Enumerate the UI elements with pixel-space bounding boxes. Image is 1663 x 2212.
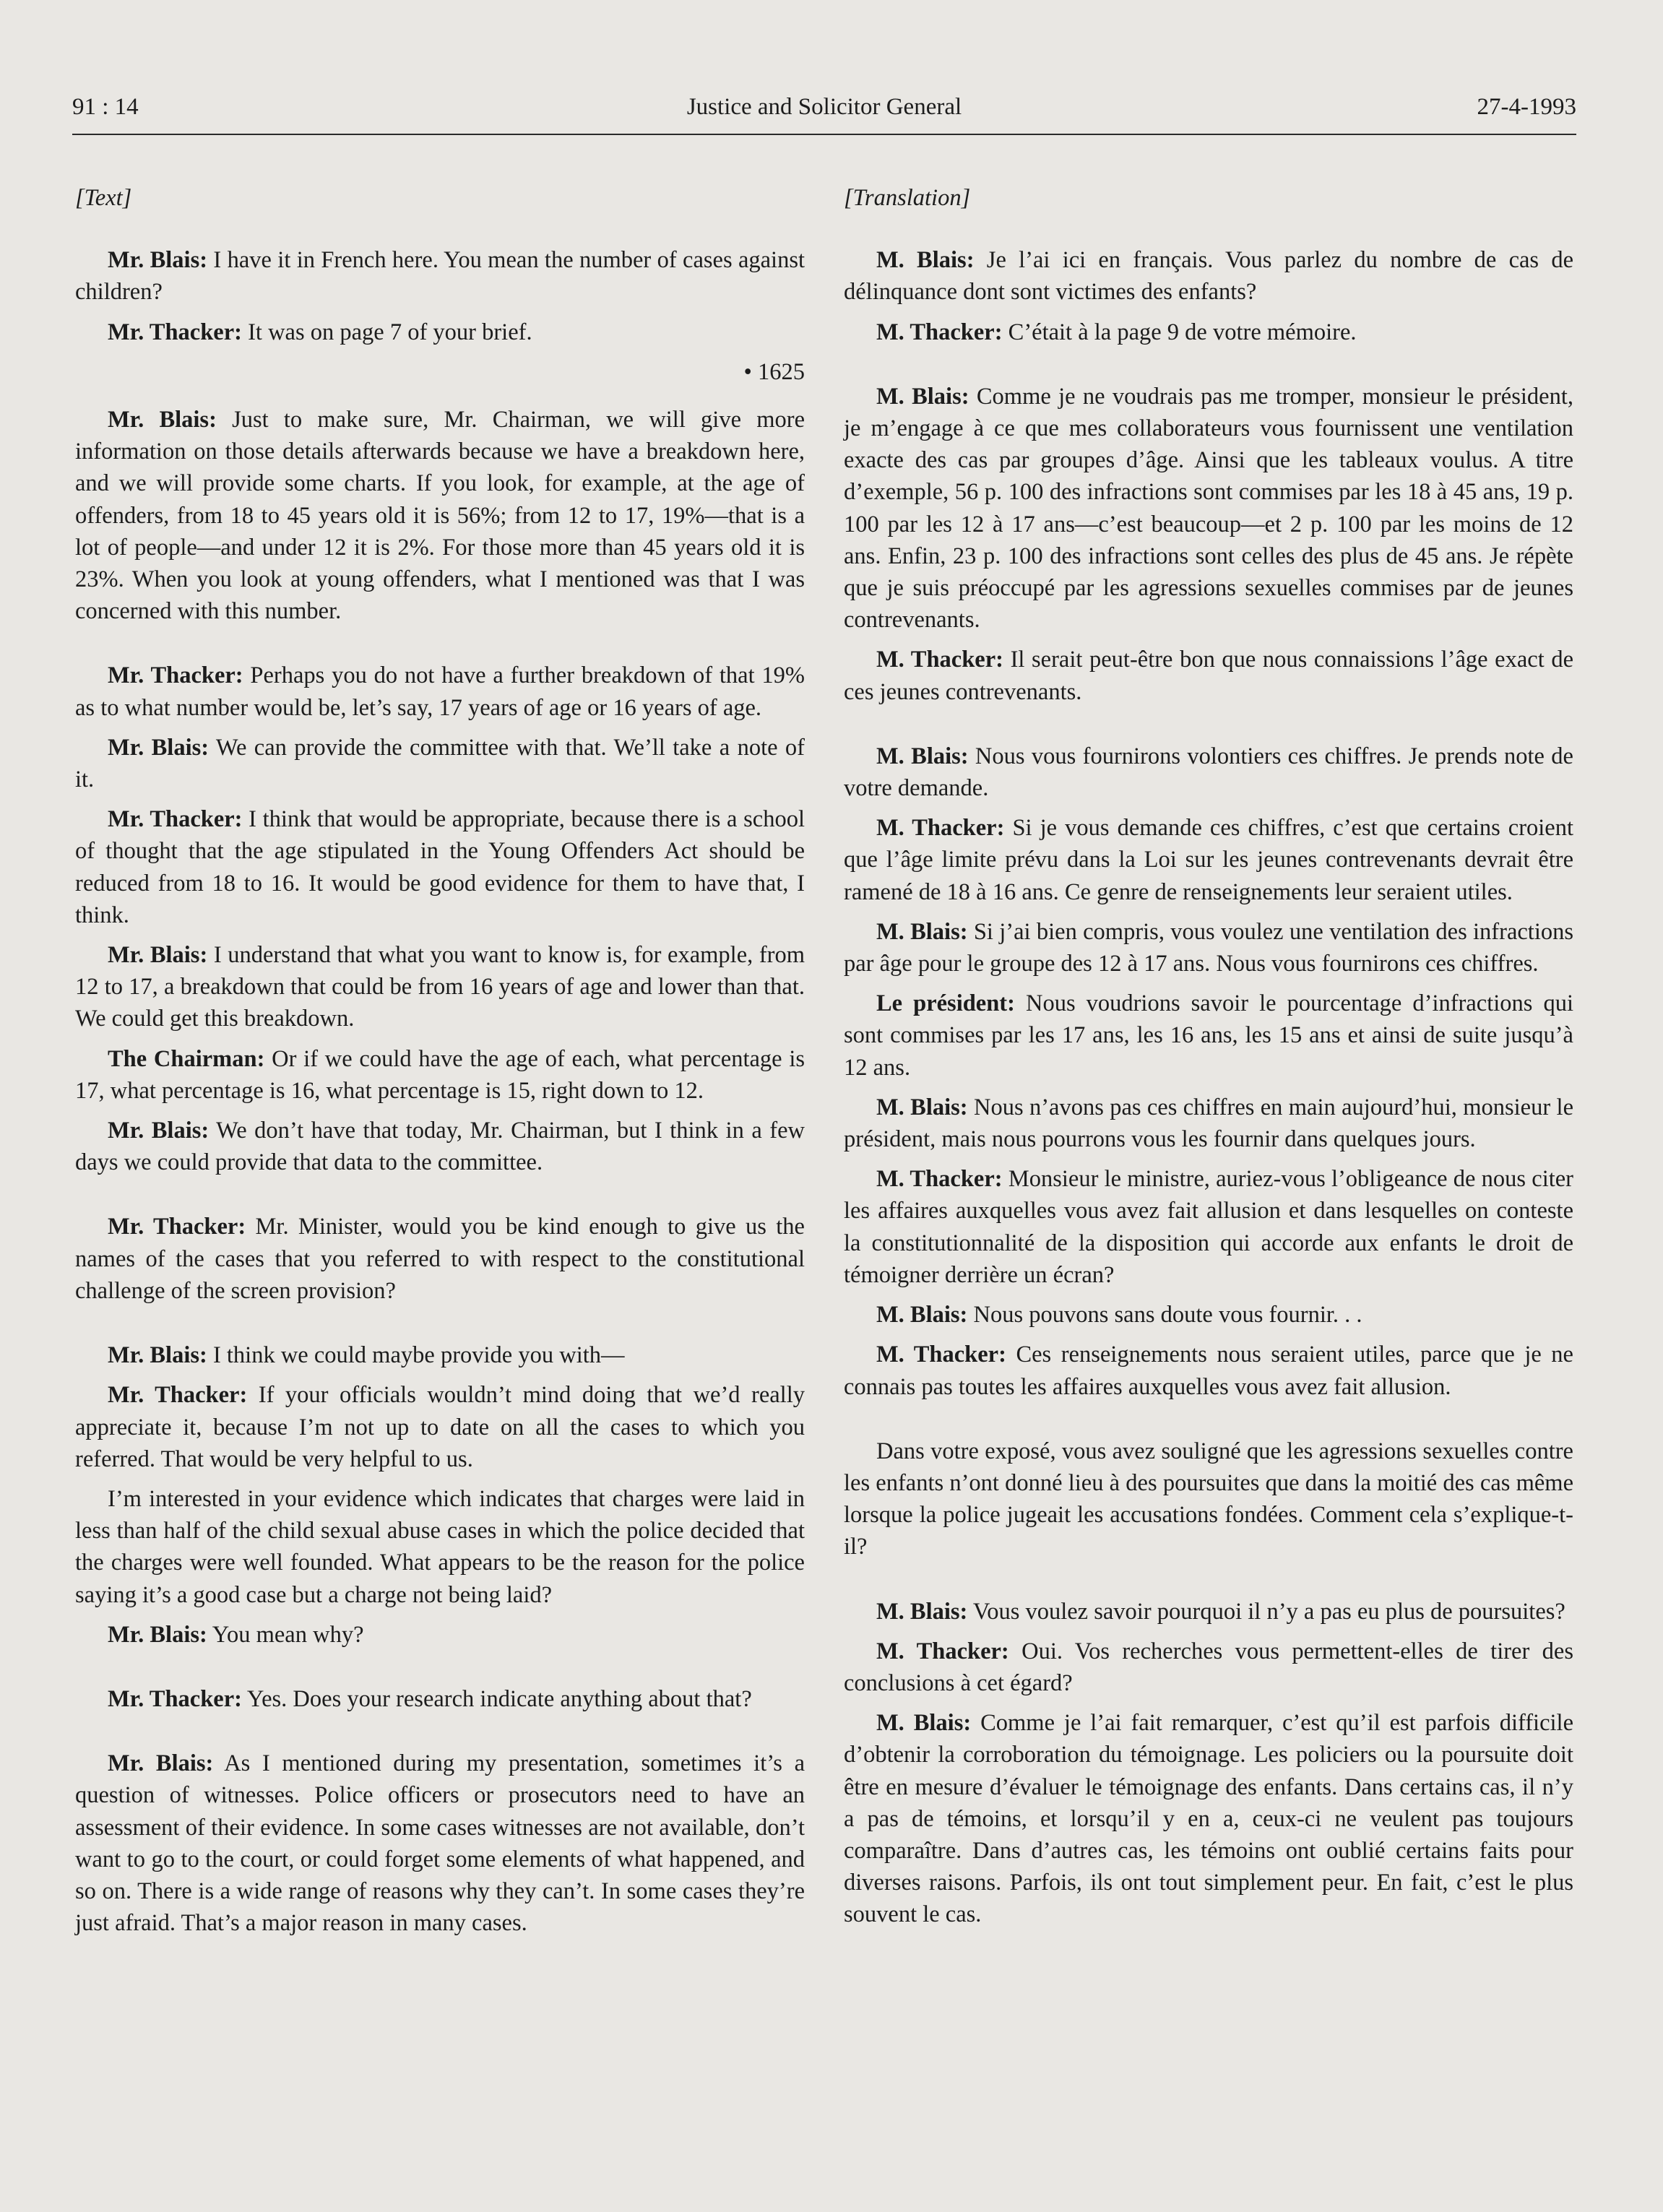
- speech-text: Si j’ai bien compris, vous voulez une ventilation des infractions par âge pour le groupe des 12 à 17 ans. Nous vous fournirons ces chiffres.: [844, 918, 1573, 977]
- speech-text: You mean why?: [207, 1621, 364, 1648]
- paragraphs-after-stamp: [75, 404, 805, 1939]
- speech-text: Or if we could have the age of each, what percentage is 17, what percentage is 16, what percentage is 15, right down to 12.: [75, 1045, 805, 1104]
- transcript-paragraph: [75, 244, 805, 308]
- transcript-paragraph: [75, 803, 805, 931]
- transcript-paragraph: [75, 1747, 805, 1939]
- speaker-name: Mr. Thacker:: [108, 806, 243, 833]
- speaker-name: The Chairman:: [108, 1045, 265, 1072]
- transcript-paragraph: [75, 1379, 805, 1475]
- transcript-paragraph: [844, 381, 1573, 636]
- speaker-name: Mr. Blais:: [108, 1621, 207, 1648]
- transcript-paragraph: [75, 1339, 805, 1371]
- transcript-paragraph: [844, 244, 1573, 308]
- speech-text: Je l’ai ici en français. Vous parlez du nombre de cas de délinquance dont sont victimes des enfants?: [844, 247, 1574, 306]
- speech-text: I think we could maybe provide you with—: [207, 1342, 625, 1369]
- speaker-name: M. Thacker:: [876, 1166, 1003, 1193]
- speech-text: I understand that what you want to know is, for example, from 12 to 17, a breakdown that could be from 16 years of age and lower than that. We could get this breakdown.: [75, 942, 805, 1032]
- speaker-name: M. Blais:: [876, 743, 969, 769]
- column-label-translation: [Translation]: [844, 185, 971, 211]
- speech-text: Monsieur le ministre, auriez-vous l’obligeance de nous citer les affaires auxquelles vous avez fait allusion et dans lesquelles on conteste la constitutionnalité de la disposition qui accorde aux enfants le droit de témoigner derrière un écran?: [844, 1166, 1573, 1288]
- speaker-name: M. Blais:: [876, 1710, 972, 1737]
- translated-paragraphs: [844, 244, 1573, 1930]
- transcript-paragraph: [75, 1483, 805, 1611]
- speaker-name: Mr. Blais:: [108, 942, 208, 969]
- speech-text: Nous voudrions savoir le pourcentage d’infractions qui sont commises par les 17 ans, les 16 ans, les 15 ans et ainsi de suite jusqu’à 12 ans.: [844, 990, 1573, 1081]
- speaker-name: M. Thacker:: [876, 1342, 1006, 1368]
- time-stamp: • 1625: [743, 358, 805, 385]
- speaker-name: Le président:: [876, 990, 1015, 1017]
- transcript-paragraph: [75, 1115, 805, 1178]
- page-number: 91 : 14: [72, 94, 139, 120]
- speech-text: Nous pouvons sans doute vous fournir. . .: [967, 1302, 1362, 1329]
- speaker-name: Mr. Blais:: [108, 734, 210, 761]
- speech-text: Oui. Vos recherches vous permettent-elles de tirer des conclusions à cet égard?: [844, 1638, 1573, 1696]
- speech-text: We don’t have that today, Mr. Chairman, but I think in a few days we could provide that data to the committee.: [75, 1118, 805, 1176]
- speech-text: I think that would be appropriate, because there is a school of thought that the age stipulated in the Young Offenders Act should be reduced from 18 to 16. It would be good evidence for them to have that, I think.: [75, 806, 805, 928]
- french-column: [844, 182, 1573, 1939]
- transcript-paragraph: [844, 1707, 1573, 1930]
- speech-text: I have it in French here. You mean the number of cases against children?: [75, 247, 805, 306]
- speech-text: Yes. Does your research indicate anything about that?: [241, 1685, 752, 1712]
- transcript-paragraph: [75, 732, 805, 795]
- column-label-text: [Text]: [75, 185, 132, 211]
- transcript-paragraph: [75, 1043, 805, 1107]
- speaker-name: Mr. Blais:: [108, 407, 217, 433]
- transcript-paragraph: [844, 1636, 1573, 1699]
- transcript-paragraph: [844, 644, 1573, 707]
- transcript-paragraph: [844, 1596, 1573, 1628]
- speaker-name: Mr. Blais:: [108, 247, 208, 274]
- speaker-name: M. Thacker:: [876, 647, 1003, 673]
- transcript-paragraph: [75, 1619, 805, 1651]
- speaker-name: M. Blais:: [876, 1302, 968, 1329]
- transcript-paragraph: [75, 1683, 805, 1715]
- transcript-paragraph: [844, 1092, 1573, 1155]
- speech-text: Dans votre exposé, vous avez souligné que les agressions sexuelles contre les enfants n’ont donné lieu à des poursuites que dans la moitié des cas même lorsque la police jugeait les accusations fondées. Comment cela s’explique-t-il?: [844, 1438, 1573, 1560]
- transcript-paragraph: [844, 316, 1573, 348]
- speech-text: It was on page 7 of your brief.: [241, 319, 532, 345]
- transcript-paragraph: [75, 939, 805, 1035]
- transcript-paragraph: [75, 1211, 805, 1307]
- transcript-paragraph: [75, 316, 805, 348]
- transcript-paragraph: [844, 1163, 1573, 1291]
- transcript-paragraph: [844, 1435, 1573, 1563]
- speech-text: Comme je ne voudrais pas me tromper, monsieur le président, je m’engage à ce que mes collaborateurs vous fournissent une ventilation exacte des cas par groupes d’âge. Ainsi que les tableaux voulus. A titre d’exemple, 56 p. 100 des infractions sont commises par les 18 à 45 ans, 19 p. 100 par les 12 à 17 ans—c’est beaucoup—et 2 p. 100 par les moins de 12 ans. Enfin, 23 p. 100 des infractions sont celles des plus de 45 ans. Je répète que je suis préoccupé par les agressions sexuelles commises par de jeunes contrevenants.: [844, 383, 1573, 634]
- speaker-name: Mr. Thacker:: [108, 662, 243, 689]
- paragraphs-before-stamp: [75, 244, 805, 348]
- speaker-name: M. Blais:: [876, 1598, 968, 1625]
- speaker-name: M. Blais:: [876, 383, 969, 410]
- speech-text: As I mentioned during my presentation, sometimes it’s a question of witnesses. Police officers or prosecutors need to have an assessment of their evidence. In some cases witnesses are not available, don’t want to go to the court, or could forget some elements of what happened, and so on. There is a wide range of reasons why they can’t. In some cases they’re just afraid. That’s a major reason in many cases.: [75, 1750, 805, 1937]
- speaker-name: Mr. Thacker:: [108, 319, 242, 345]
- speech-text: Il serait peut-être bon que nous connaissions l’âge exact de ces jeunes contrevenants.: [844, 647, 1573, 705]
- speech-text: C’était à la page 9 de votre mémoire.: [1002, 319, 1357, 345]
- speech-text: Perhaps you do not have a further breakdown of that 19% as to what number would be, let’s say, 17 years of age or 16 years of age.: [75, 662, 805, 721]
- speaker-name: M. Blais:: [876, 247, 975, 274]
- speaker-name: M. Thacker:: [876, 1638, 1009, 1664]
- speech-text: Si je vous demande ces chiffres, c’est que certains croient que l’âge limite prévu dans la Loi sur les jeunes contrevenants devrait être ramené de 18 à 16 ans. Ce genre de renseignements leur seraient utiles.: [844, 815, 1573, 905]
- header-title: Justice and Solicitor General: [686, 94, 962, 120]
- speech-text: We can provide the committee with that. We’ll take a note of it.: [75, 734, 805, 793]
- speaker-name: Mr. Thacker:: [108, 1382, 248, 1409]
- speech-text: I’m interested in your evidence which indicates that charges were laid in less than half of the child sexual abuse cases in which the police decided that the charges were well founded. What appears to be the reason for the police saying it’s a good case but a charge not being laid?: [75, 1485, 805, 1608]
- speaker-name: M. Thacker:: [876, 815, 1005, 842]
- speech-text: If your officials wouldn’t mind doing that we’d really appreciate it, because I’m not up to date on all the cases to which you referred. That would be very helpful to us.: [75, 1382, 805, 1472]
- transcript-paragraph: [844, 1299, 1573, 1331]
- speaker-name: Mr. Blais:: [108, 1342, 207, 1369]
- speech-text: Ces renseignements nous seraient utiles, parce que je ne connais pas toutes les affaires auxquelles vous avez fait allusion.: [844, 1342, 1573, 1400]
- speech-text: Comme je l’ai fait remarquer, c’est qu’il est parfois difficile d’obtenir la corroboration du témoignage. Les policiers ou la poursuite doit être en mesure d’évaluer le témoignage des enfants. Dans certains cas, il n’y a pas de témoins, et lorsqu’il y en a, ceux-ci ne veulent pas toujours comparaître. Dans d’autres cas, les témoins ont oublié certains faits pour diverses raisons. Parfois, ils ont tout simplement peur. En fait, c’est le plus souvent le cas.: [844, 1710, 1573, 1928]
- english-column: [75, 182, 805, 1947]
- speech-text: Nous vous fournirons volontiers ces chiffres. Je prends note de votre demande.: [844, 743, 1573, 802]
- transcript-paragraph: [75, 404, 805, 627]
- transcript-paragraph: [844, 812, 1573, 908]
- transcript-paragraph: [844, 916, 1573, 980]
- speech-text: Mr. Minister, would you be kind enough to give us the names of the cases that you referred to with respect to the constitutional challenge of the screen provision?: [75, 1214, 805, 1304]
- speaker-name: Mr. Blais:: [108, 1118, 210, 1144]
- speaker-name: Mr. Thacker:: [108, 1214, 246, 1240]
- speaker-name: M. Blais:: [876, 918, 968, 945]
- speaker-name: M. Blais:: [876, 1094, 968, 1120]
- speech-text: Nous n’avons pas ces chiffres en main aujourd’hui, monsieur le président, mais nous pourrons vous les fournir dans quelques jours.: [844, 1094, 1573, 1153]
- transcript-paragraph: [844, 1339, 1573, 1402]
- speaker-name: Mr. Thacker:: [108, 1685, 242, 1712]
- speaker-name: Mr. Blais:: [108, 1750, 214, 1777]
- transcript-paragraph: [844, 988, 1573, 1084]
- header-rule: [72, 134, 1576, 135]
- transcript-paragraph: [75, 660, 805, 723]
- speaker-name: M. Thacker:: [876, 319, 1003, 345]
- transcript-paragraph: [844, 740, 1573, 804]
- speech-text: Just to make sure, Mr. Chairman, we will give more information on those details afterwards because we have a breakdown here, and we will provide some charts. If you look, for example, at the age of offenders, from 18 to 45 years old it is 56%; from 12 to 17, 19%—that is a lot of people—and under 12 it is 2%. For those more than 45 years old it is 23%. When you look at young offenders, what I mentioned was that I was concerned with this number.: [75, 407, 805, 625]
- speech-text: Vous voulez savoir pourquoi il n’y a pas eu plus de poursuites?: [967, 1598, 1565, 1625]
- header-date: 27-4-1993: [1477, 94, 1576, 120]
